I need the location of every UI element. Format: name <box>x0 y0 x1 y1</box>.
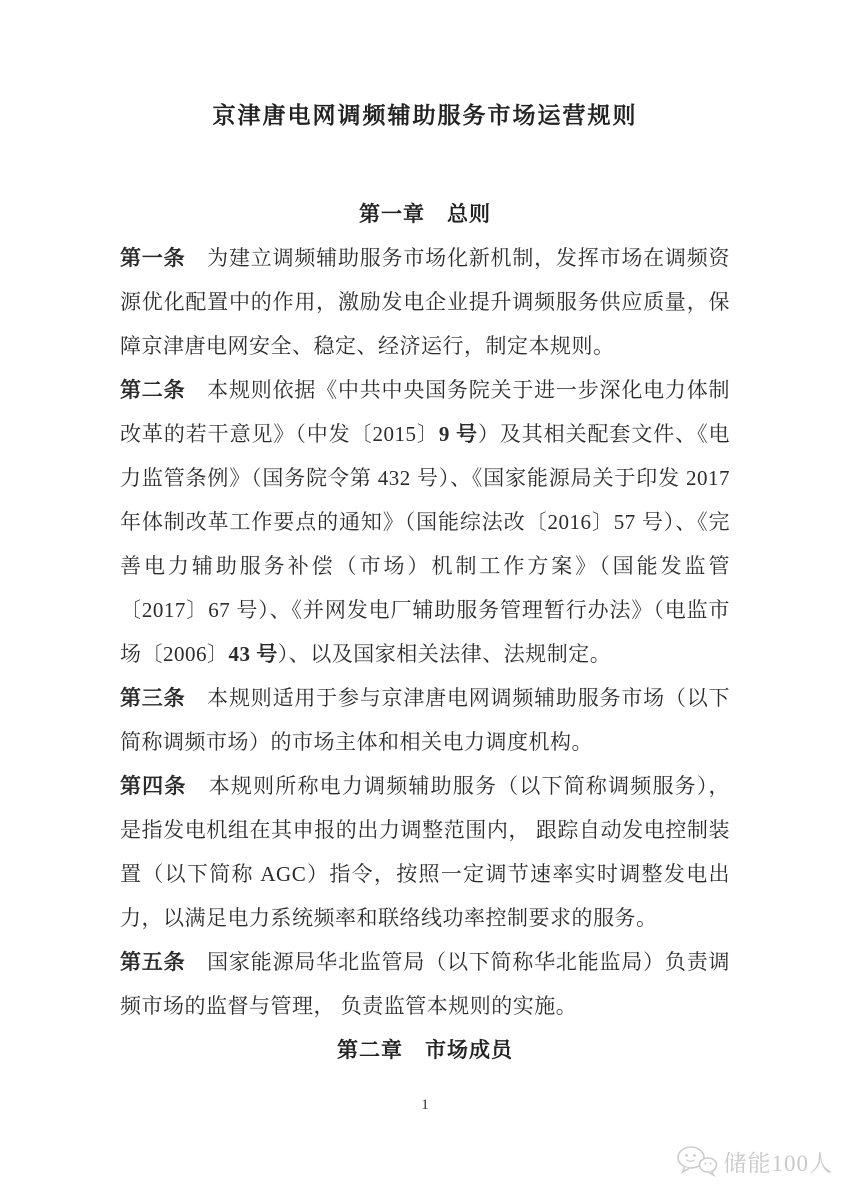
document-title: 京津唐电网调频辅助服务市场运营规则 <box>212 103 638 128</box>
articles <box>120 236 730 1028</box>
article-paragraph <box>120 940 730 1028</box>
chapter-1-heading: 第一章 总则 <box>359 202 491 226</box>
article-paragraph <box>120 368 730 676</box>
article-label: 第一条 <box>120 246 186 270</box>
article-text: 本规则适用于参与京津唐电网调频辅助服务市场（以下简称调频市场）的市场主体和相关电力调度机构。 <box>120 686 730 754</box>
article-text: 本规则所称电力调频辅助服务（以下简称调频服务），是指发电机组在其申报的出力调整范围内， 跟踪自动发电控制装置（以下简称 AGC）指令，按照一定调节速率实时调整发电出力，以满足电力系统频率和联络线功率控制要求的服务。 <box>120 774 731 930</box>
article-text: ）、以及国家相关法律、法规制定。 <box>277 642 612 666</box>
article-paragraph <box>120 676 730 764</box>
article-label: 43 号 <box>228 642 278 666</box>
article-text: 本规则依据《中共中央国务院关于进一步深化电力体制改革的若干意见》（中发〔2015〕 <box>120 378 730 446</box>
article-label: 第三条 <box>120 686 186 710</box>
article-label: 第五条 <box>120 950 186 974</box>
article-text: 为建立调频辅助服务市场化新机制，发挥市场在调频资源优化配置中的作用，激励发电企业提升调频服务供应质量，保障京津唐电网安全、稳定、经济运行，制定本规则。 <box>120 246 730 358</box>
watermark <box>676 1144 834 1178</box>
page-number: 1 <box>421 1097 429 1113</box>
article-paragraph <box>120 764 730 940</box>
article-text: 国家能源局华北监管局（以下简称华北能监局）负责调频市场的监督与管理， 负责监管本规则的实施。 <box>120 950 730 1018</box>
article-text: ）及其相关配套文件、《电力监管条例》（国务院令第 432 号）、《国家能源局关于印发 2017 年体制改革工作要点的通知》（国能综法改〔2016〕57 号）、《完善电力辅助服务补偿（市场）机制工作方案》（国能发监管〔2017〕67 号）、《并网发电厂辅助服务管理暂行办法》（电监市场〔2006〕 <box>120 422 731 666</box>
wechat-icon <box>676 1144 718 1178</box>
article-label: 9 号 <box>438 422 478 446</box>
article-paragraph <box>120 236 730 368</box>
watermark-text: 储能100人 <box>723 1150 833 1176</box>
article-label: 第四条 <box>120 774 187 798</box>
chapter-2-heading: 第二章 市场成员 <box>337 1038 513 1062</box>
article-label: 第二条 <box>120 378 186 402</box>
